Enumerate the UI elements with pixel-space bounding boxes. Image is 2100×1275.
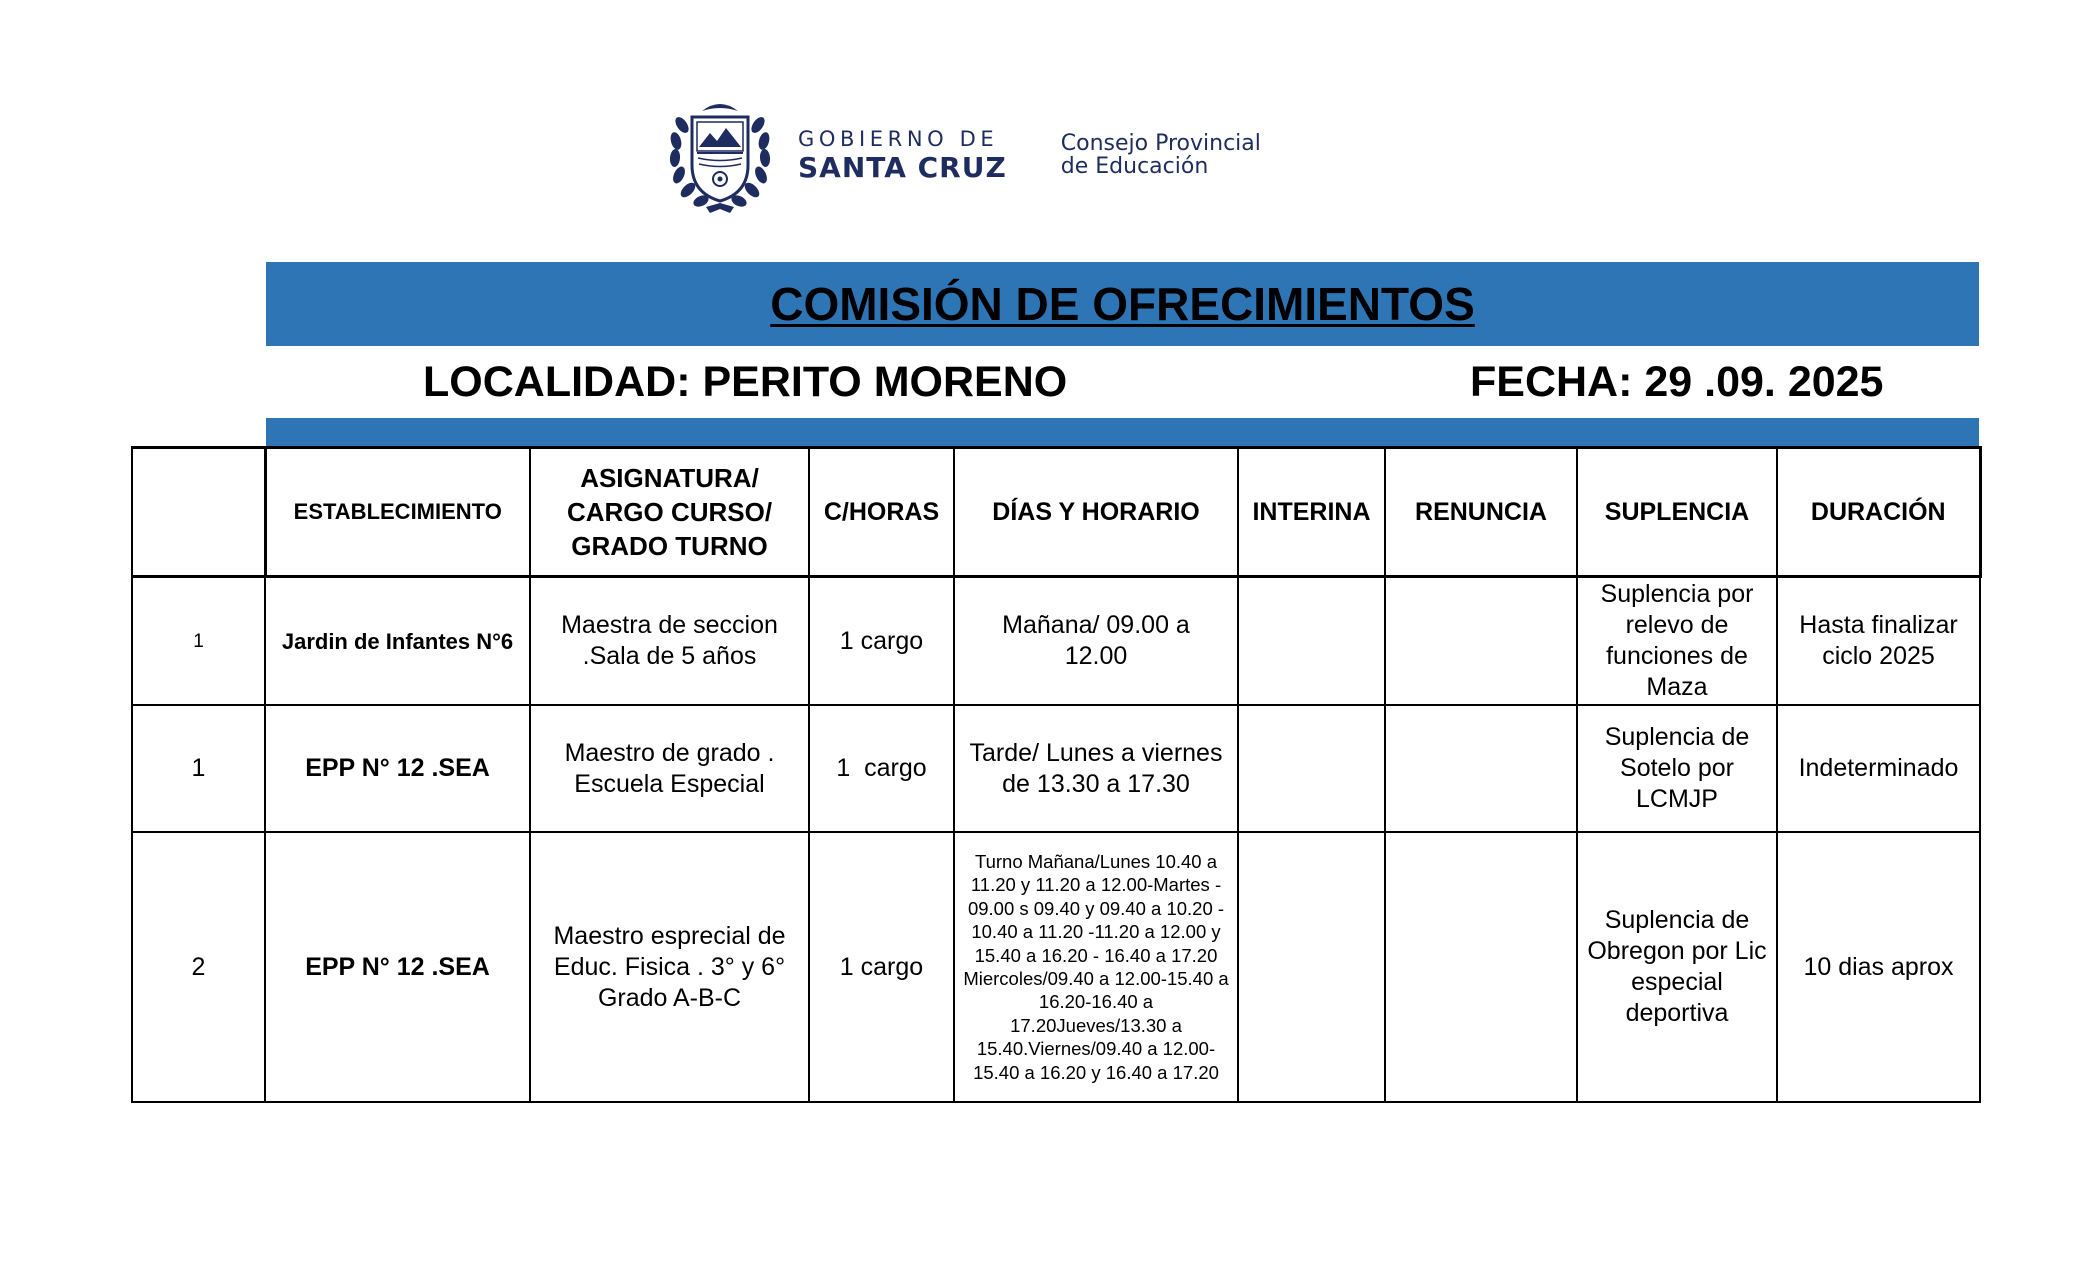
row-suplencia-l1: Suplencia de [1604,723,1750,751]
row-dias-line: 09.00 s 09.40 y 09.40 a 10.20 - [967,897,1225,919]
row-suplencia-l1: Suplencia de [1604,906,1750,934]
row-dias [954,832,1238,1102]
table-row [132,577,1980,706]
header-establecimiento: ESTABLECIMIENTO [265,448,530,577]
row-dias-l2: 12.00 [1064,642,1128,670]
header-logos [668,95,1261,215]
header-renuncia: RENUNCIA [1385,448,1577,577]
row-suplencia [1577,832,1777,1102]
gov-name [798,126,1007,184]
row-suplencia-l2: Obregon por Lic [1587,937,1767,965]
row-dias-l2: de 13.30 a 17.30 [1002,769,1190,798]
row-asignatura-l3: Grado A-B-C [597,983,742,1012]
row-num: 1 [132,705,265,832]
row-asignatura-l1: Maestro de grado . [564,738,775,767]
row-dias [954,577,1238,706]
row-interina [1238,832,1385,1102]
row-establecimiento: EPP N° 12 .SEA [265,705,530,832]
row-num: 1 [132,577,265,706]
coat-of-arms-icon [668,95,772,215]
gov-line2: SANTA CRUZ [798,150,1007,184]
gov-line1: GOBIERNO DE [798,126,999,151]
council-line2: de Educación [1060,154,1209,179]
row-dias-l1: Mañana/ 09.00 a [1002,611,1190,639]
row-duracion [1777,577,1980,706]
row-dias-line: 17.20Jueves/13.30 a [1010,1014,1182,1036]
row-choras [809,705,954,832]
header-choras: C/HORAS [809,448,954,577]
row-renuncia [1385,577,1577,706]
row-asignatura [530,832,809,1102]
row-renuncia [1385,705,1577,832]
row-dias [954,705,1238,832]
divider-band [266,418,1979,448]
row-suplencia-l3: especial [1631,968,1723,996]
row-dias-line: Miercoles/09.40 a 12.00-15.40 a [963,968,1229,989]
row-interina [1238,577,1385,706]
council-line1: Consejo Provincial [1060,130,1261,156]
row-suplencia-l2: relevo de [1625,611,1729,639]
row-asignatura-l1: Maestro esprecial de [553,921,786,950]
row-choras: 1 cargo [809,832,954,1102]
row-dias-line: 11.20 y 11.20 a 12.00-Martes - [970,874,1222,896]
header-num [132,448,265,577]
offers-table [131,446,1982,1103]
row-establecimiento: Jardin de Infantes N°6 [265,577,530,706]
row-interina [1238,705,1385,832]
row-choras-text: 1 cargo [836,754,927,782]
title-band [266,262,1979,346]
row-duracion: Indeterminado [1777,705,1980,832]
header-dias: DÍAS Y HORARIO [954,448,1238,577]
row-suplencia [1577,577,1777,706]
row-num: 2 [132,832,265,1102]
council-name [1061,132,1261,178]
row-suplencia [1577,705,1777,832]
row-suplencia-l4: Maza [1646,673,1708,701]
row-asignatura-l2: Escuela Especial [574,769,765,798]
row-suplencia-l1: Suplencia por [1600,580,1754,608]
row-suplencia-l3: funciones de [1606,642,1748,670]
row-suplencia-l2: Sotelo por [1620,754,1734,782]
row-duracion-l2: ciclo 2025 [1822,642,1935,670]
table-row [132,832,1980,1102]
row-renuncia [1385,832,1577,1102]
header-asignatura-l2: CARGO CURSO/ [566,497,773,527]
row-dias-line: 15.40 a 16.20 y 16.40 a 17.20 [973,1061,1219,1083]
row-dias-line: 15.40 a 16.20 - 16.40 a 17.20 [974,944,1218,966]
row-suplencia-l3: LCMJP [1636,785,1718,813]
header-asignatura-l1: ASIGNATURA/ [580,463,759,493]
row-dias-line: 16.20-16.40 a [1038,991,1154,1013]
table-header-row [132,448,1980,577]
header-asignatura-l3: GRADO TURNO [571,531,768,561]
row-asignatura [530,705,809,832]
row-dias-line: 10.40 a 11.20 -11.20 a 12.00 y [971,921,1221,943]
row-choras: 1 cargo [809,577,954,706]
row-duracion-l1: Hasta finalizar [1799,611,1958,639]
page-title: COMISIÓN DE OFRECIMIENTOS [770,278,1475,330]
row-dias-line: 15.40.Viernes/09.40 a 12.00- [976,1038,1216,1060]
row-asignatura-l2: .Sala de 5 años [582,642,757,670]
header-suplencia: SUPLENCIA [1577,448,1777,577]
header-interina: INTERINA [1238,448,1385,577]
header-duracion: DURACIÓN [1777,448,1980,577]
row-dias-l1: Tarde/ Lunes a viernes [969,738,1223,767]
row-establecimiento: EPP N° 12 .SEA [265,832,530,1102]
row-asignatura [530,577,809,706]
localidad: LOCALIDAD: PERITO MORENO [423,358,1068,406]
fecha: FECHA: 29 .09. 2025 [1470,358,1884,406]
row-asignatura-l2: Educ. Fisica . 3° y 6° [553,952,786,981]
row-asignatura-l1: Maestra de seccion [561,611,778,639]
header-asignatura [530,448,809,577]
row-suplencia-l4: deportiva [1625,999,1729,1027]
table-row [132,705,1980,832]
row-dias-line: Turno Mañana/Lunes 10.40 a [974,850,1218,872]
row-duracion: 10 dias aprox [1777,832,1980,1102]
